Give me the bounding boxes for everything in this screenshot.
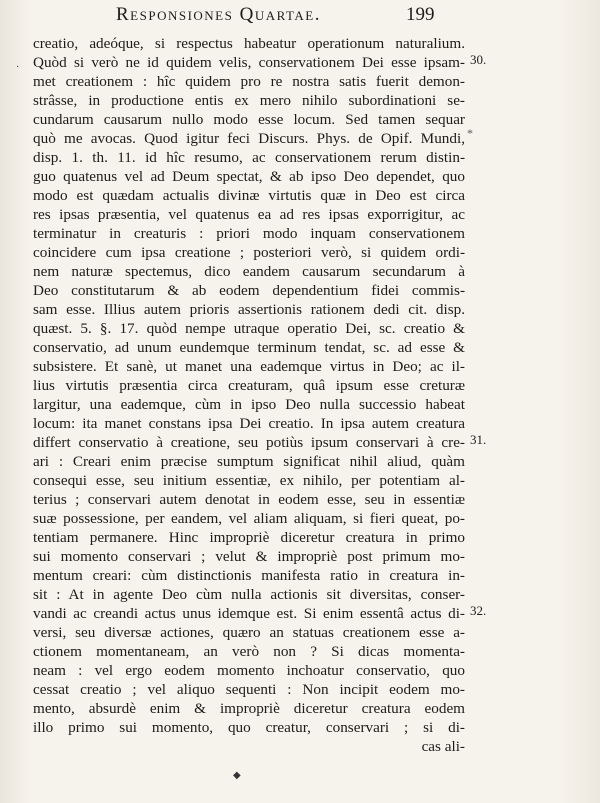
text-line: largitur, una eademque, cùm in ipso Deo nulla successio habeat: [33, 396, 465, 413]
text-line: tentiam permanere. Hinc impropriè diceretur creatura in primo: [33, 529, 465, 546]
text-line: nem naturæ spectemus, dico eandem causarum secundarum à: [33, 263, 465, 280]
text-line: versi, seu diversæ actiones, quæro an statuas creationem esse a-: [33, 624, 465, 641]
text-line: conservatio, ad unum eundemque terminum tendat, sc. ad esse &: [33, 339, 465, 356]
text-line: ctionem momentaneam, an verò non ? Si dicas momenta-: [33, 643, 465, 660]
running-head: Responsiones Quartae.: [116, 4, 321, 25]
text-line: Deo constitutarum & ab eodem dependentium fidei commis-: [33, 282, 465, 299]
text-line: locum: ita manet constans ipsa Dei creatio. In ipsa autem creatura: [33, 415, 465, 432]
text-line: Quòd si verò ne id quidem velis, conservationem Dei esse ipsam-: [33, 54, 465, 71]
text-line: subsistere. Et sanè, ut manet una eademque virtus in Deo; ac il-: [33, 358, 465, 375]
text-line: terius ; conservari autem denotat in eodem esse, seu in essentiæ: [33, 491, 465, 508]
page-number: 199: [406, 4, 435, 25]
margin-mark: ·: [16, 62, 20, 73]
text-line: creatio, adeóque, si respectus habeatur operationum naturalium.: [33, 35, 465, 52]
text-line: strâsse, in productione entis ex mero nihilo subordinationi se-: [33, 92, 465, 109]
catchword-line: cas ali-: [421, 738, 465, 755]
text-line: mento, absurdè enim & impropriè diceretur creatura eodem: [33, 700, 465, 717]
text-line: differt conservatio à creatione, seu potiùs ipsum conservari à cre-: [33, 434, 465, 451]
text-line: quæst. 5. §. 17. quòd nempe utraque operatio Dei, sc. creatio &: [33, 320, 465, 337]
text-block: [33, 34, 465, 756]
text-line: terminatur in creaturis : priori modo inquam conservationem: [33, 225, 465, 242]
margin-note-31: 31.: [470, 432, 487, 447]
text-line: guo quatenus vel ad Deum spectat, & ab ipso Deo dependet, quo: [33, 168, 465, 185]
text-line: met creationem : hîc quidem pro re nostra satis fuerit demon-: [33, 73, 465, 90]
asterisk-mark: *: [467, 126, 473, 140]
text-line: lius virtutis præsentia circa creaturam, quâ ipsum esse creturæ: [33, 377, 465, 394]
text-line: mentum creari: cùm distinctionis manifesta ratio in creatura in-: [33, 567, 465, 584]
text-line: quò me avocas. Quod igitur feci Discurs. Phys. de Opif. Mundi,: [33, 130, 465, 147]
text-line: sit : At in agente Deo cùm nulla actionis sit diversitas, conser-: [33, 586, 465, 603]
text-line: ari : Creari enim præcise sumptum significat nihil aliud, quàm: [33, 453, 465, 470]
text-line: modo est quædam actualis divinæ virtutis quæ in Deo est circa: [33, 187, 465, 204]
text-line: consequi esse, seu initium essentiæ, ex nihilo, per potentiam al-: [33, 472, 465, 489]
text-line: cessat creatio ; vel aliquo sequenti : Non incipit eodem mo-: [33, 681, 465, 698]
text-line: illo primo sui momento, quo creatur, conservari ; si di-: [33, 719, 465, 736]
text-line: cundarum causarum nullo modo esse locum. Sed tamen sequar: [33, 111, 465, 128]
text-line: vandi ac creandi actus unus idemque est. Si enim essentâ actus di-: [33, 605, 465, 622]
text-line: sui momento conservari ; velut & impropriè post primum mo-: [33, 548, 465, 565]
text-line: coincidere cum ipsa creatione ; posteriori verò, si quidem ordi-: [33, 244, 465, 261]
text-line: res ipsas præsentia, vel quatenus ea ad res ipsas exporrigitur, ac: [33, 206, 465, 223]
text-line: sam esse. Illius autem prioris assertionis rationem dedi cit. disp.: [33, 301, 465, 318]
margin-note-32: 32.: [470, 603, 487, 618]
text-line: suæ possessione, per eandem, vel aliam aliquam, si fieri queat, po-: [33, 510, 465, 527]
text-line: neam : vel ergo eodem momento inchoatur conservatio, quo: [33, 662, 465, 679]
text-line: disp. 1. th. 11. id hîc resumo, ac conservationem rerum distin-: [33, 149, 465, 166]
margin-note-30: 30.: [470, 52, 487, 67]
bottom-ornament: ◆: [233, 770, 241, 781]
